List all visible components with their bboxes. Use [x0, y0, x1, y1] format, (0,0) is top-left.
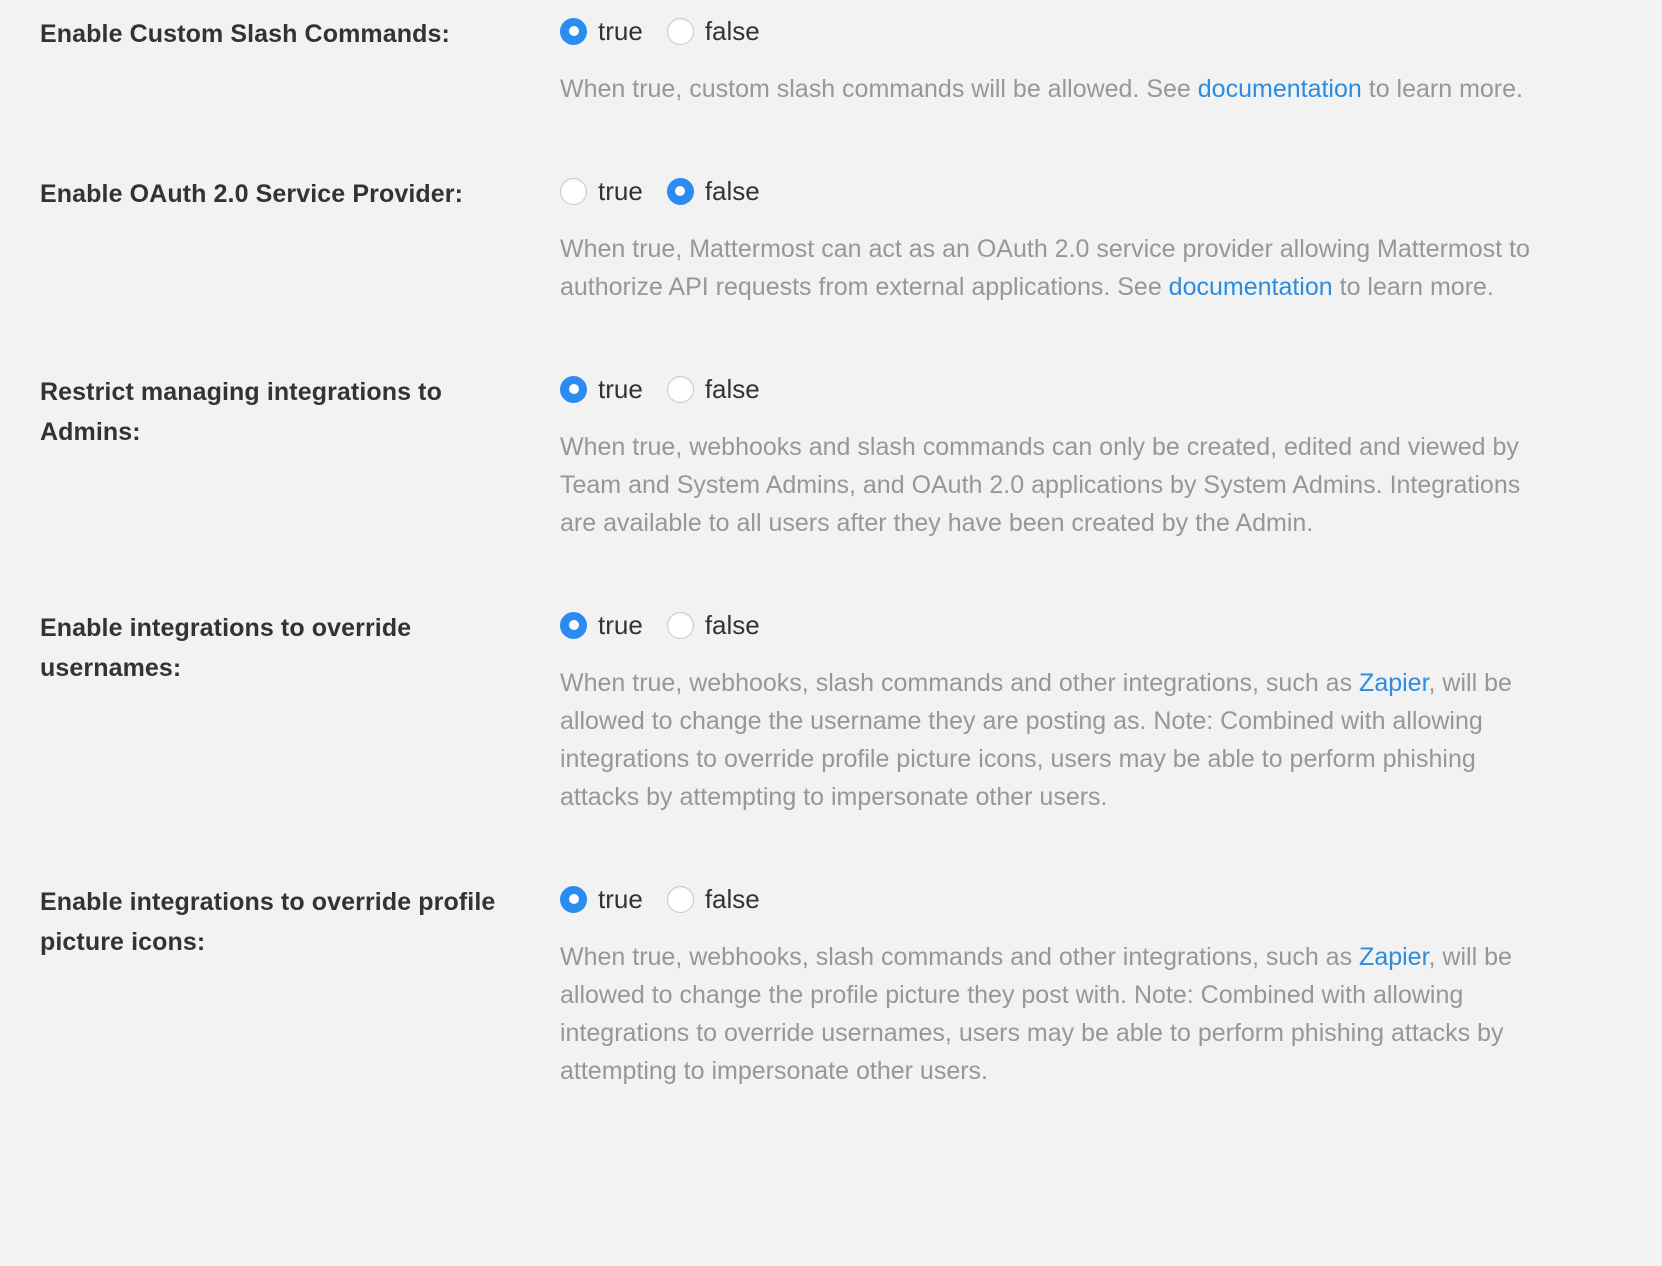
radio-group	[560, 608, 1545, 642]
help-text-before: When true, custom slash commands will be allowed. See	[560, 75, 1198, 103]
radio-option-true[interactable]	[560, 18, 643, 45]
setting-row-override-usernames	[40, 608, 1622, 816]
setting-control	[560, 372, 1545, 542]
radio-group	[560, 882, 1545, 916]
setting-row-enable-custom-slash-commands	[40, 14, 1622, 108]
radio-button-false[interactable]	[667, 612, 694, 639]
radio-button-true[interactable]	[560, 178, 587, 205]
radio-label-true[interactable]: true	[598, 610, 643, 640]
zapier-link[interactable]: Zapier	[1359, 669, 1429, 697]
radio-option-true[interactable]	[560, 886, 643, 913]
radio-label-false[interactable]: false	[704, 374, 760, 404]
setting-control	[560, 882, 1545, 1090]
radio-option-true[interactable]	[560, 612, 643, 639]
documentation-link[interactable]: documentation	[1197, 75, 1362, 103]
help-text-after: , will be allowed to change the username they are posting as. Note: Combined with allowing integrations to override profile picture icons, users may be able to perform phishing attacks by attempting to impersonate other users.	[560, 669, 1512, 811]
setting-control	[560, 174, 1545, 306]
radio-option-true[interactable]	[560, 178, 643, 205]
setting-control	[560, 14, 1545, 108]
radio-button-false[interactable]	[667, 886, 694, 913]
radio-group	[560, 372, 1545, 406]
radio-button-true[interactable]	[560, 18, 587, 45]
help-text-after: to learn more.	[1332, 273, 1494, 301]
setting-label: Enable OAuth 2.0 Service Provider:	[40, 180, 463, 208]
radio-label-false[interactable]: false	[704, 610, 760, 640]
radio-button-true[interactable]	[560, 886, 587, 913]
setting-row-restrict-managing-integrations	[40, 372, 1622, 542]
help-text-before: When true, webhooks and slash commands can only be created, edited and viewed by Team and System Admins, and OAuth 2.0 applications by System Admins. Integrations are available to all users after they have been created by the Admin.	[560, 433, 1521, 537]
radio-option-false[interactable]	[667, 376, 760, 403]
radio-label-true[interactable]: true	[598, 884, 643, 914]
setting-row-enable-oauth2-service-provider	[40, 174, 1622, 306]
setting-help	[560, 428, 1545, 542]
setting-help	[560, 664, 1545, 816]
setting-label: Enable integrations to override usernames:	[40, 614, 412, 682]
radio-option-false[interactable]	[667, 612, 760, 639]
help-text-before: When true, webhooks, slash commands and other integrations, such as	[560, 943, 1360, 971]
help-text-before: When true, Mattermost can act as an OAuth 2.0 service provider allowing Mattermost to authorize API requests from external applications. See	[560, 235, 1530, 301]
zapier-link[interactable]: Zapier	[1359, 943, 1429, 971]
radio-option-true[interactable]	[560, 376, 643, 403]
help-text-after: , will be allowed to change the profile picture they post with. Note: Combined with allowing integrations to override usernames, users may be able to perform phishing attacks by attempting to impersonate other users.	[560, 943, 1512, 1085]
help-text-after: to learn more.	[1361, 75, 1523, 103]
radio-button-false[interactable]	[667, 178, 694, 205]
setting-row-override-profile-icons	[40, 882, 1622, 1090]
help-text-before: When true, webhooks, slash commands and other integrations, such as	[560, 669, 1360, 697]
radio-button-false[interactable]	[667, 18, 694, 45]
radio-group	[560, 174, 1545, 208]
setting-label: Enable Custom Slash Commands:	[40, 20, 450, 48]
documentation-link[interactable]: documentation	[1168, 273, 1333, 301]
radio-button-true[interactable]	[560, 376, 587, 403]
setting-label: Enable integrations to override profile picture icons:	[40, 888, 496, 956]
radio-button-true[interactable]	[560, 612, 587, 639]
radio-label-false[interactable]: false	[704, 16, 760, 46]
radio-option-false[interactable]	[667, 18, 760, 45]
radio-label-true[interactable]: true	[598, 374, 643, 404]
radio-option-false[interactable]	[667, 178, 760, 205]
setting-label: Restrict managing integrations to Admins:	[40, 378, 442, 446]
radio-label-false[interactable]: false	[704, 176, 760, 206]
setting-help	[560, 70, 1545, 108]
setting-help	[560, 230, 1545, 306]
radio-option-false[interactable]	[667, 886, 760, 913]
radio-label-true[interactable]: true	[598, 176, 643, 206]
setting-control	[560, 608, 1545, 816]
radio-button-false[interactable]	[667, 376, 694, 403]
radio-group	[560, 14, 1545, 48]
radio-label-true[interactable]: true	[598, 16, 643, 46]
radio-label-false[interactable]: false	[704, 884, 760, 914]
setting-help	[560, 938, 1545, 1090]
